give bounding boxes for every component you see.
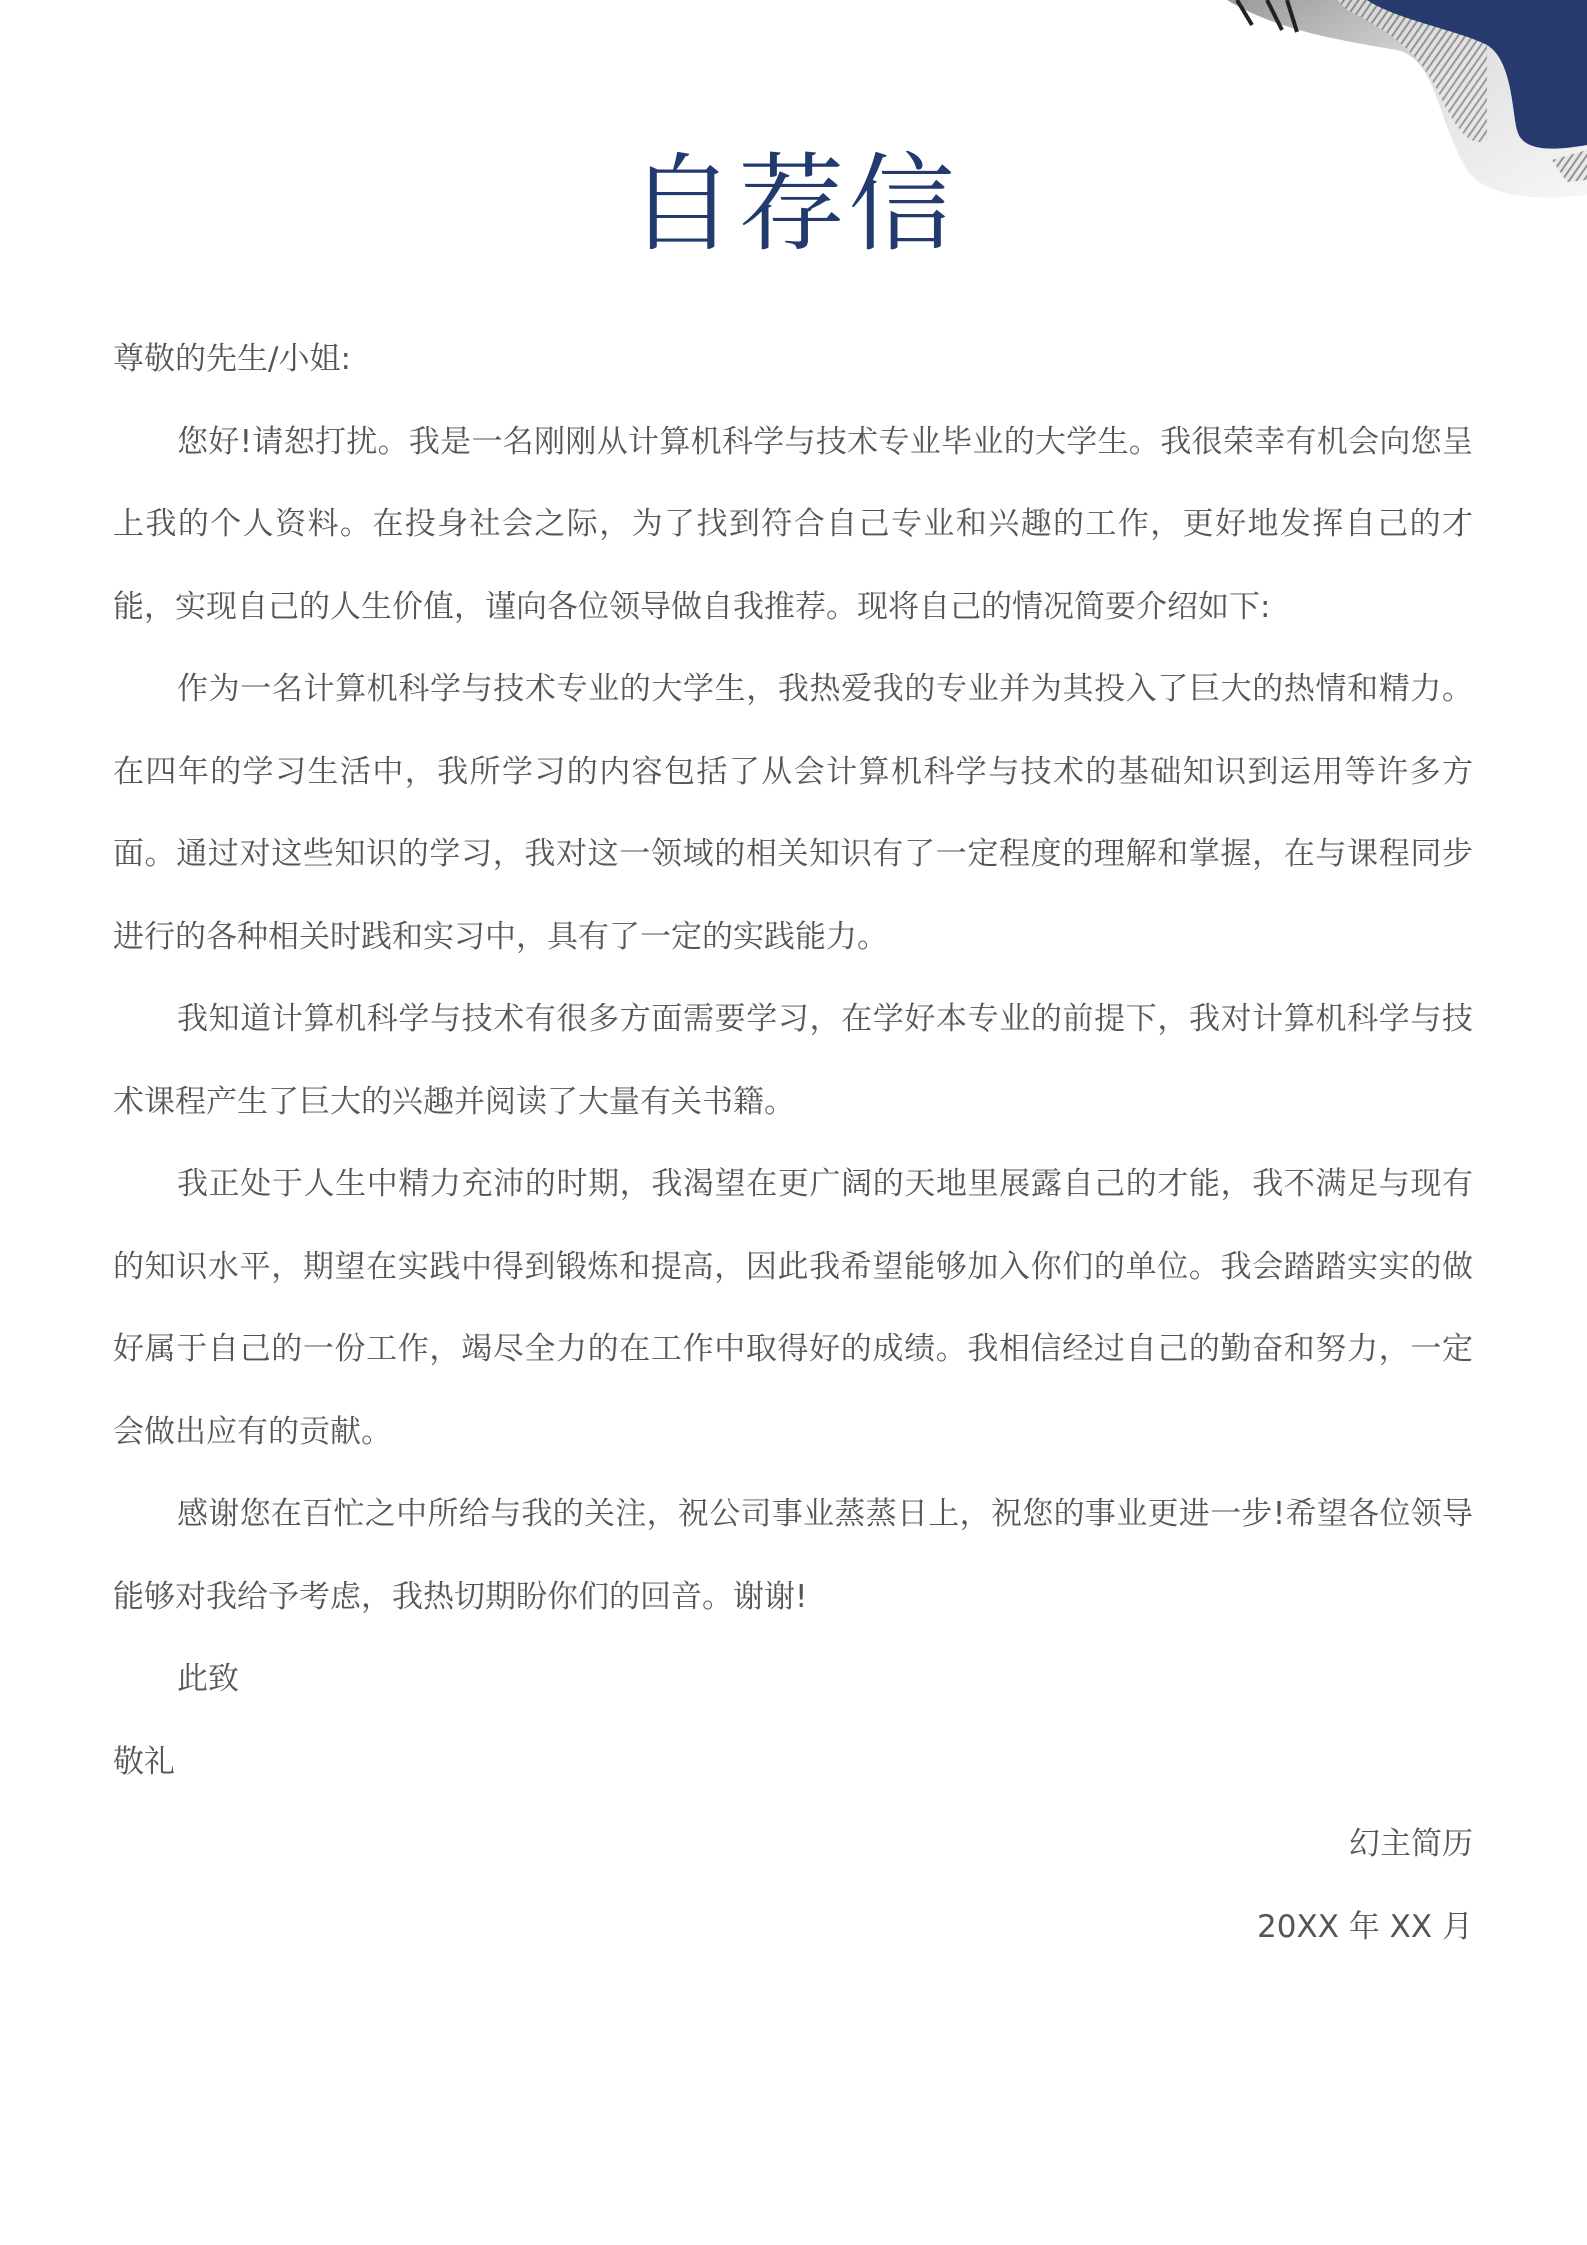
paragraph-3: 我知道计算机科学与技术有很多方面需要学习，在学好本专业的前提下，我对计算机科学与技术课程产生了巨大的兴趣并阅读了大量有关书籍。: [113, 1001, 1473, 1120]
signature: 幻主简历: [1349, 1826, 1473, 1862]
paragraph-5: 感谢您在百忙之中所给与我的关注，祝公司事业蒸蒸日上，祝您的事业更进一步!希望各位领导能够对我给予考虑，我热切期盼你们的回音。谢谢!: [113, 1496, 1473, 1615]
letter-body: [113, 318, 1473, 1968]
closing-salute: 敬礼: [113, 1743, 175, 1780]
date: 20XX 年 XX 月: [1257, 1908, 1473, 1945]
paragraph-4: 我正处于人生中精力充沛的时期，我渴望在更广阔的天地里展露自己的才能，我不满足与现有的知识水平，期望在实践中得到锻炼和提高，因此我希望能够加入你们的单位。我会踏踏实实的做好属于自己的一份工作，竭尽全力的在工作中取得好的成绩。我相信经过自己的勤奋和努力，一定会做出应有的贡献。: [113, 1166, 1473, 1450]
salutation: 尊敬的先生/小姐:: [113, 341, 351, 377]
paragraph-1: 您好!请恕打扰。我是一名刚刚从计算机科学与技术专业毕业的大学生。我很荣幸有机会向您呈上我的个人资料。在投身社会之际，为了找到符合自己专业和兴趣的工作，更好地发挥自己的才能，实现自己的人生价值，谨向各位领导做自我推荐。现将自己的情况简要介绍如下:: [113, 423, 1473, 625]
paragraph-2: 作为一名计算机科学与技术专业的大学生，我热爱我的专业并为其投入了巨大的热情和精力。在四年的学习生活中，我所学习的内容包括了从会计算机科学与技术的基础知识到运用等许多方面。通过对这些知识的学习，我对这一领域的相关知识有了一定程度的理解和掌握，在与课程同步进行的各种相关时践和实习中，具有了一定的实践能力。: [113, 671, 1473, 955]
closing-phrase: 此致: [177, 1661, 239, 1697]
page-title: 自荐信: [628, 143, 959, 266]
